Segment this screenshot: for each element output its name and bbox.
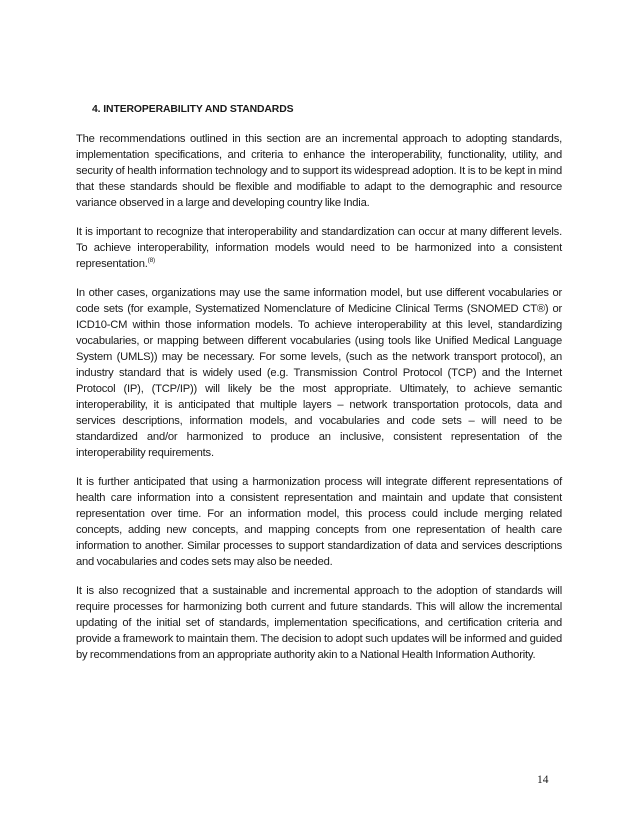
page-number: 14 bbox=[537, 774, 549, 786]
paragraph-intro: The recommendations outlined in this section are an incremental approach to adopting standards, implementation specifications, and criteria to enhance the interoperability, functionality, utility, and security of health information technology and to support its widespread adoption. It is to be kept in mind that these standards should be flexible and modifiable to adapt to the demographic and resource variance observed in a large and developing country like India. bbox=[76, 133, 562, 209]
paragraph-levels bbox=[76, 224, 562, 272]
section-heading: 4. INTEROPERABILITY AND STANDARDS bbox=[92, 104, 294, 115]
paragraph-levels-text: It is important to recognize that interoperability and standardization can occur at many different levels. To achieve interoperability, information models would need to be harmonized into a consistent representation. bbox=[76, 226, 562, 270]
paragraph-sustainability: It is also recognized that a sustainable and incremental approach to the adoption of standards will require processes for harmonizing both current and future standards. This will allow the incremental updating of the initial set of standards, implementation specifications, and certification criteria and provide a framework to maintain them. The decision to adopt such updates will be informed and guided by recommendations from an appropriate authority akin to a National Health Information Authority. bbox=[76, 585, 562, 661]
paragraph-harmonization: It is further anticipated that using a harmonization process will integrate different representations of health care information into a consistent representation and maintain and update that consistent representation over time. For an information model, this process could include merging related concepts, adding new concepts, and mapping concepts from one representation of health care information to another. Similar processes to support standardization of data and services descriptions and vocabularies and codes sets may also be needed. bbox=[76, 476, 562, 568]
section-body bbox=[76, 131, 562, 676]
citation-reference: (8) bbox=[147, 257, 155, 264]
paragraph-vocabularies: In other cases, organizations may use the same information model, but use different vocabularies or code sets (for example, Systematized Nomenclature of Medicine Clinical Terms (SNOMED CT®) or ICD10-CM within those information models. To achieve interoperability at this level, standardizing vocabularies, or mapping between different vocabularies (using tools like Unified Medical Language System (UMLS)) may be necessary. For some levels, (such as the network transport protocol), an industry standard that is widely used (e.g. Transmission Control Protocol (TCP) and the Internet Protocol (IP), (TCP/IP)) will likely be the most appropriate. Ultimately, to achieve semantic interoperability, it is anticipated that multiple layers – network transportation protocols, data and services descriptions, information models, and vocabularies and code sets – will need to be standardized and/or harmonized to produce an inclusive, consistent representation of the interoperability requirements. bbox=[76, 287, 562, 459]
